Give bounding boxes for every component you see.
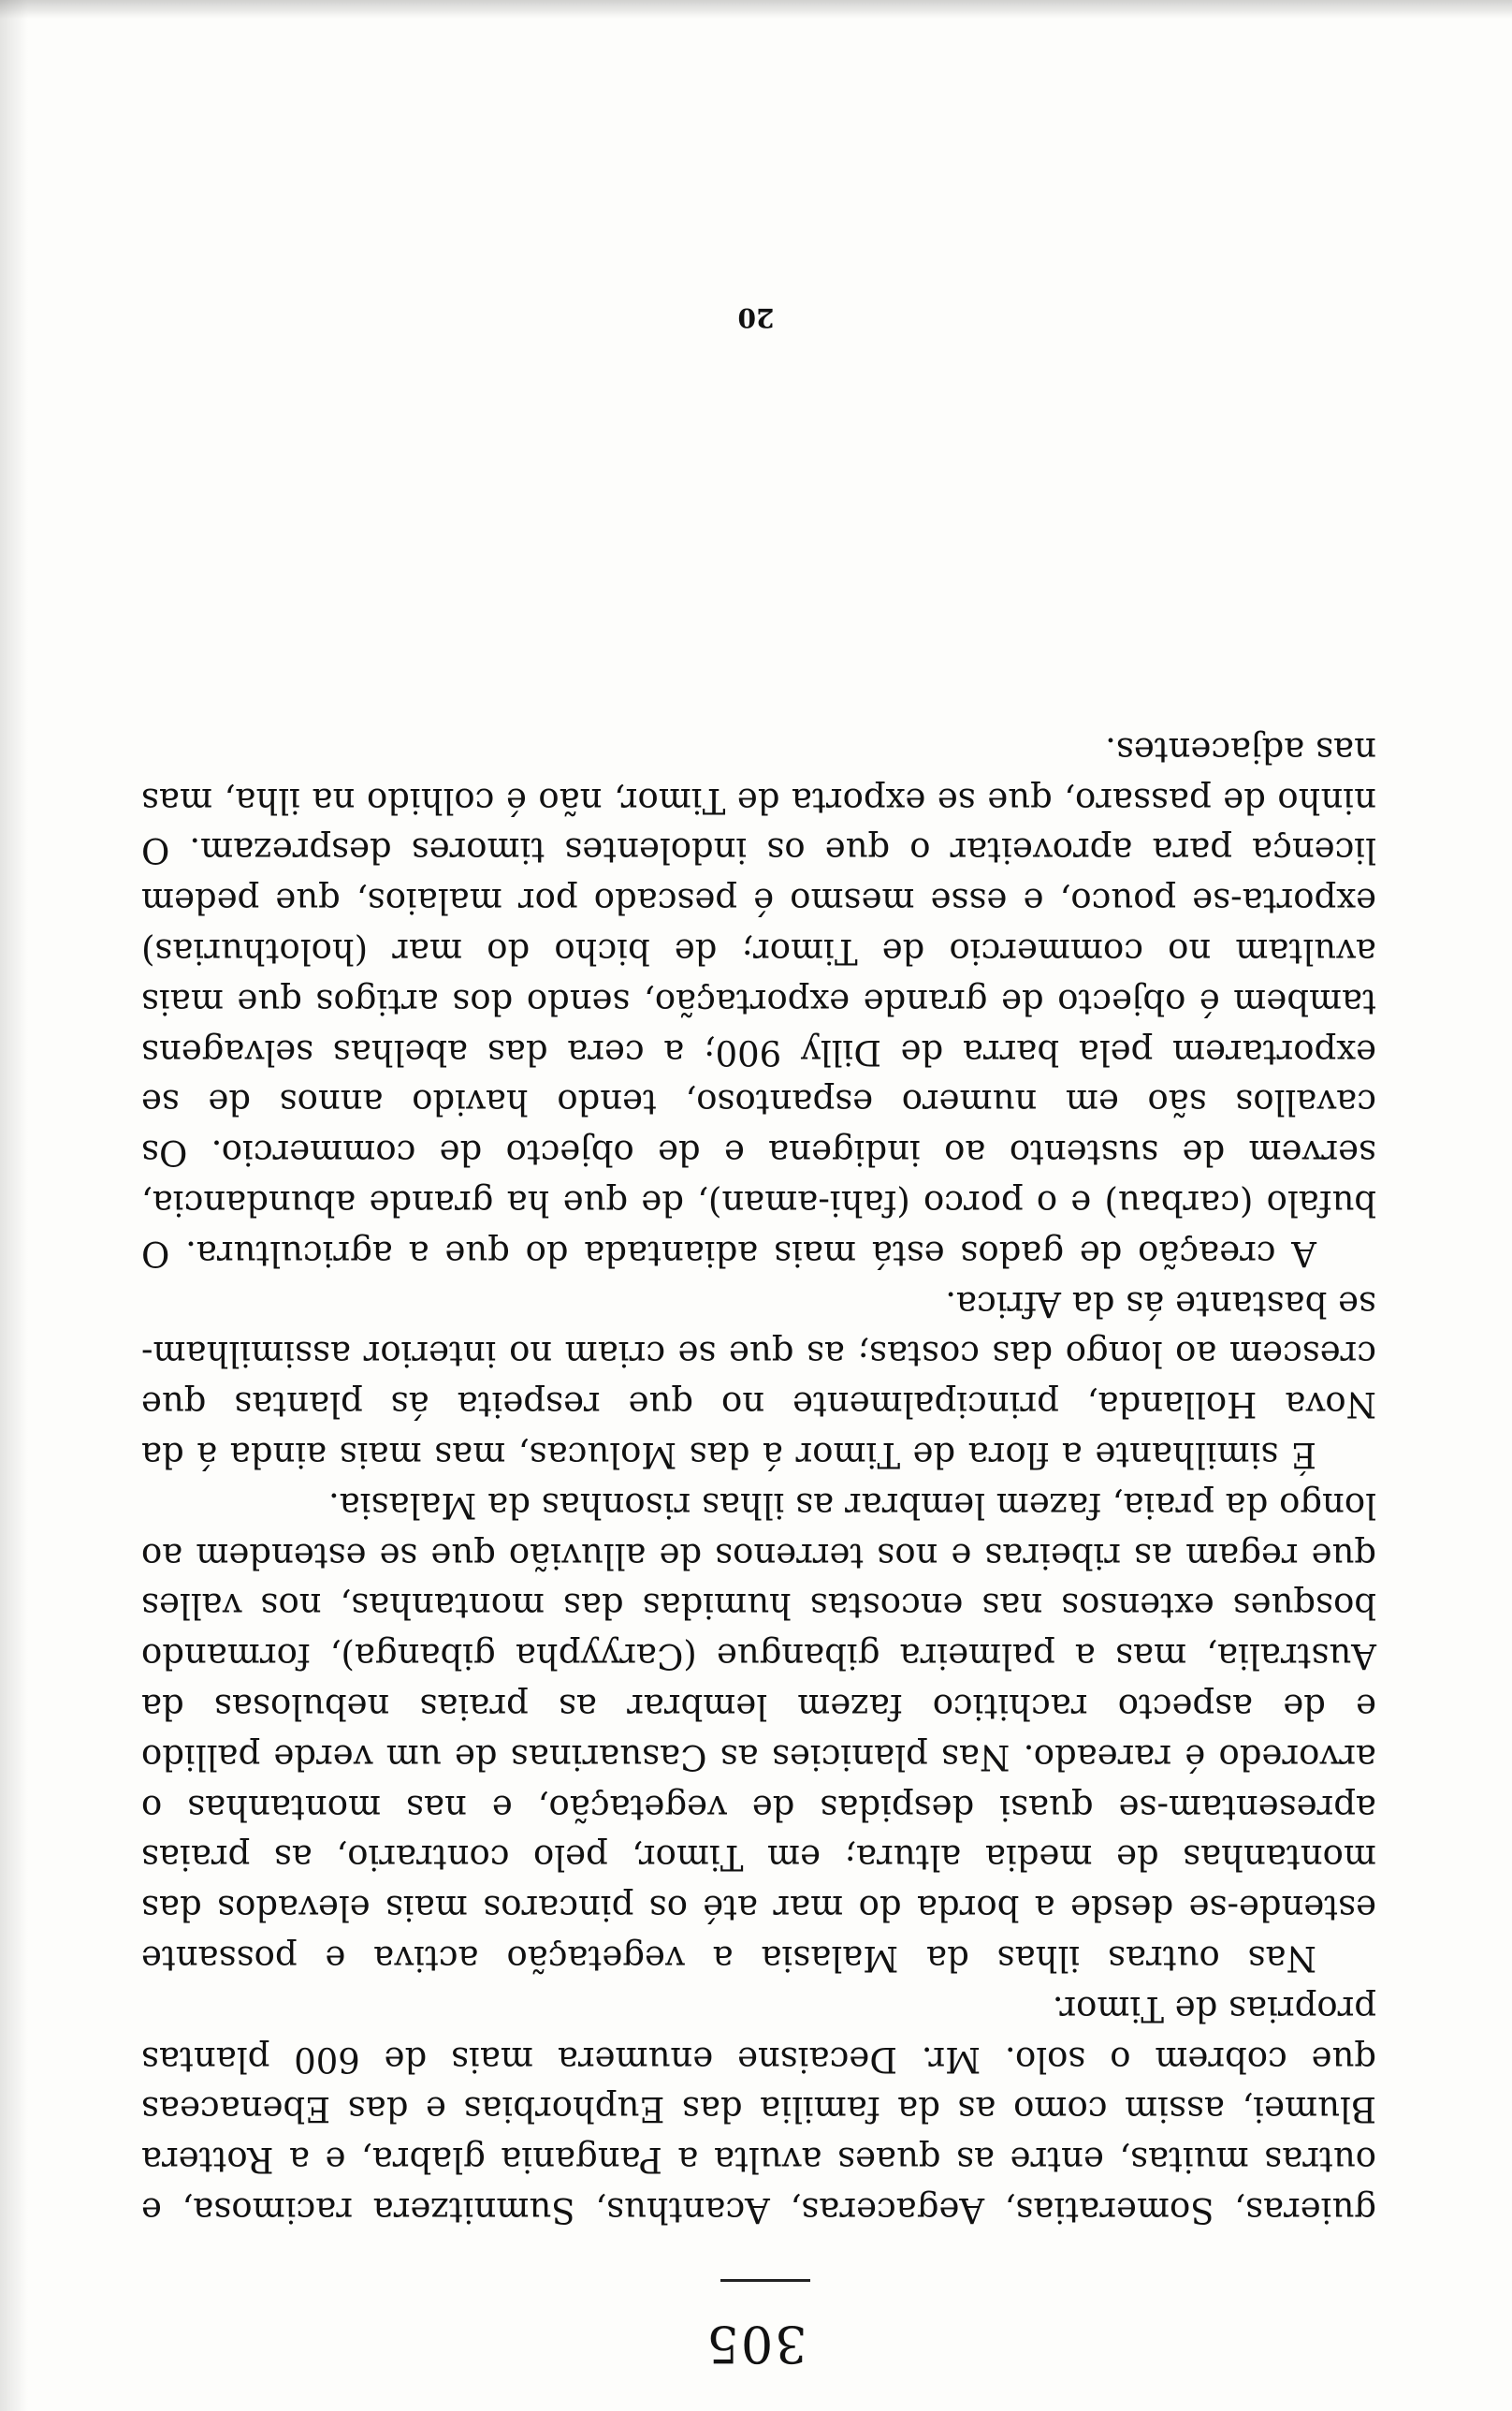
paragraph-4: A creação de gados está mais adiantada do que a agricultura. O bufalo (carbau) e o porco (fahi-aman), de que ha grande abundancia, servem de sustento ao indigena e de objecto de commercio. Os cavallos são em numero espantoso, tendo havido annos de se exportarem pela barra de Dilly 900; a cera das abelhas selvagens tambem é objecto de grande exportação, sendo dos artigos que mais avultam no commercio de Timor; de bicho do mar (holothurias) exporta-se pouco, e esse mesmo é pescado por malaios, que pedem licença para aproveitar o que os indolentes timores desprezam. O ninho de passaro, que se exporta de Timor, não é colhido na ilha, mas nas adjacentes. [141,729,1376,1274]
scan-edge-shadow [0,0,1512,19]
header-rule [720,2279,810,2282]
paragraph-1: guieras, Someratias, Aegaceras, Acanthus, Sumnitzera racimosa, e outras muitas, entre as quaes avulta a Pangania glabra, e a Rottera Blumei, assim como as da familia das Euphorbias e das Ebenaceas que cobrem o solo. Mr. Decaisne enumera mais de 600 plantas proprias de Timor. [141,1988,1376,2230]
scan-margin-shadow [0,0,28,2411]
page-number: 305 [705,2315,807,2374]
paragraph-2: Nas outras ilhas da Malasia a vegetação activa e possante estende-se desde a borda do mar até os pincaros mais elevados das montanhas de media altura; em Timor, pelo contrario, as praias apresentam-se quasi despidas de vegetação, e nas montanhas o arvoredo é rareado. Nas planicies as Casuarinas de um verde pallido e de aspecto rachitico fazem lembrar as praias nebulosas da Australia, mas a palmeira gibangue (Caryypha gibanga), formando bosques extensos nas encostas humidas das montanhas, nos valles que regam as ribeiras e nos terrenos de alluvião que se estendem ao longo da praia, fazem lembrar as ilhas risonhas da Malasia. [141,1484,1376,1980]
body-text [141,724,1376,2235]
paragraph-3: É similhante a flora de Timor á das Molucas, mas mais ainda á da Nova Hollanda, principalmente no que respeita ás plantas que crescem ao longo das costas; as que se criam no interior assimilham-se bastante ás da Africa. [141,1283,1376,1476]
signature-mark: 20 [737,302,775,333]
